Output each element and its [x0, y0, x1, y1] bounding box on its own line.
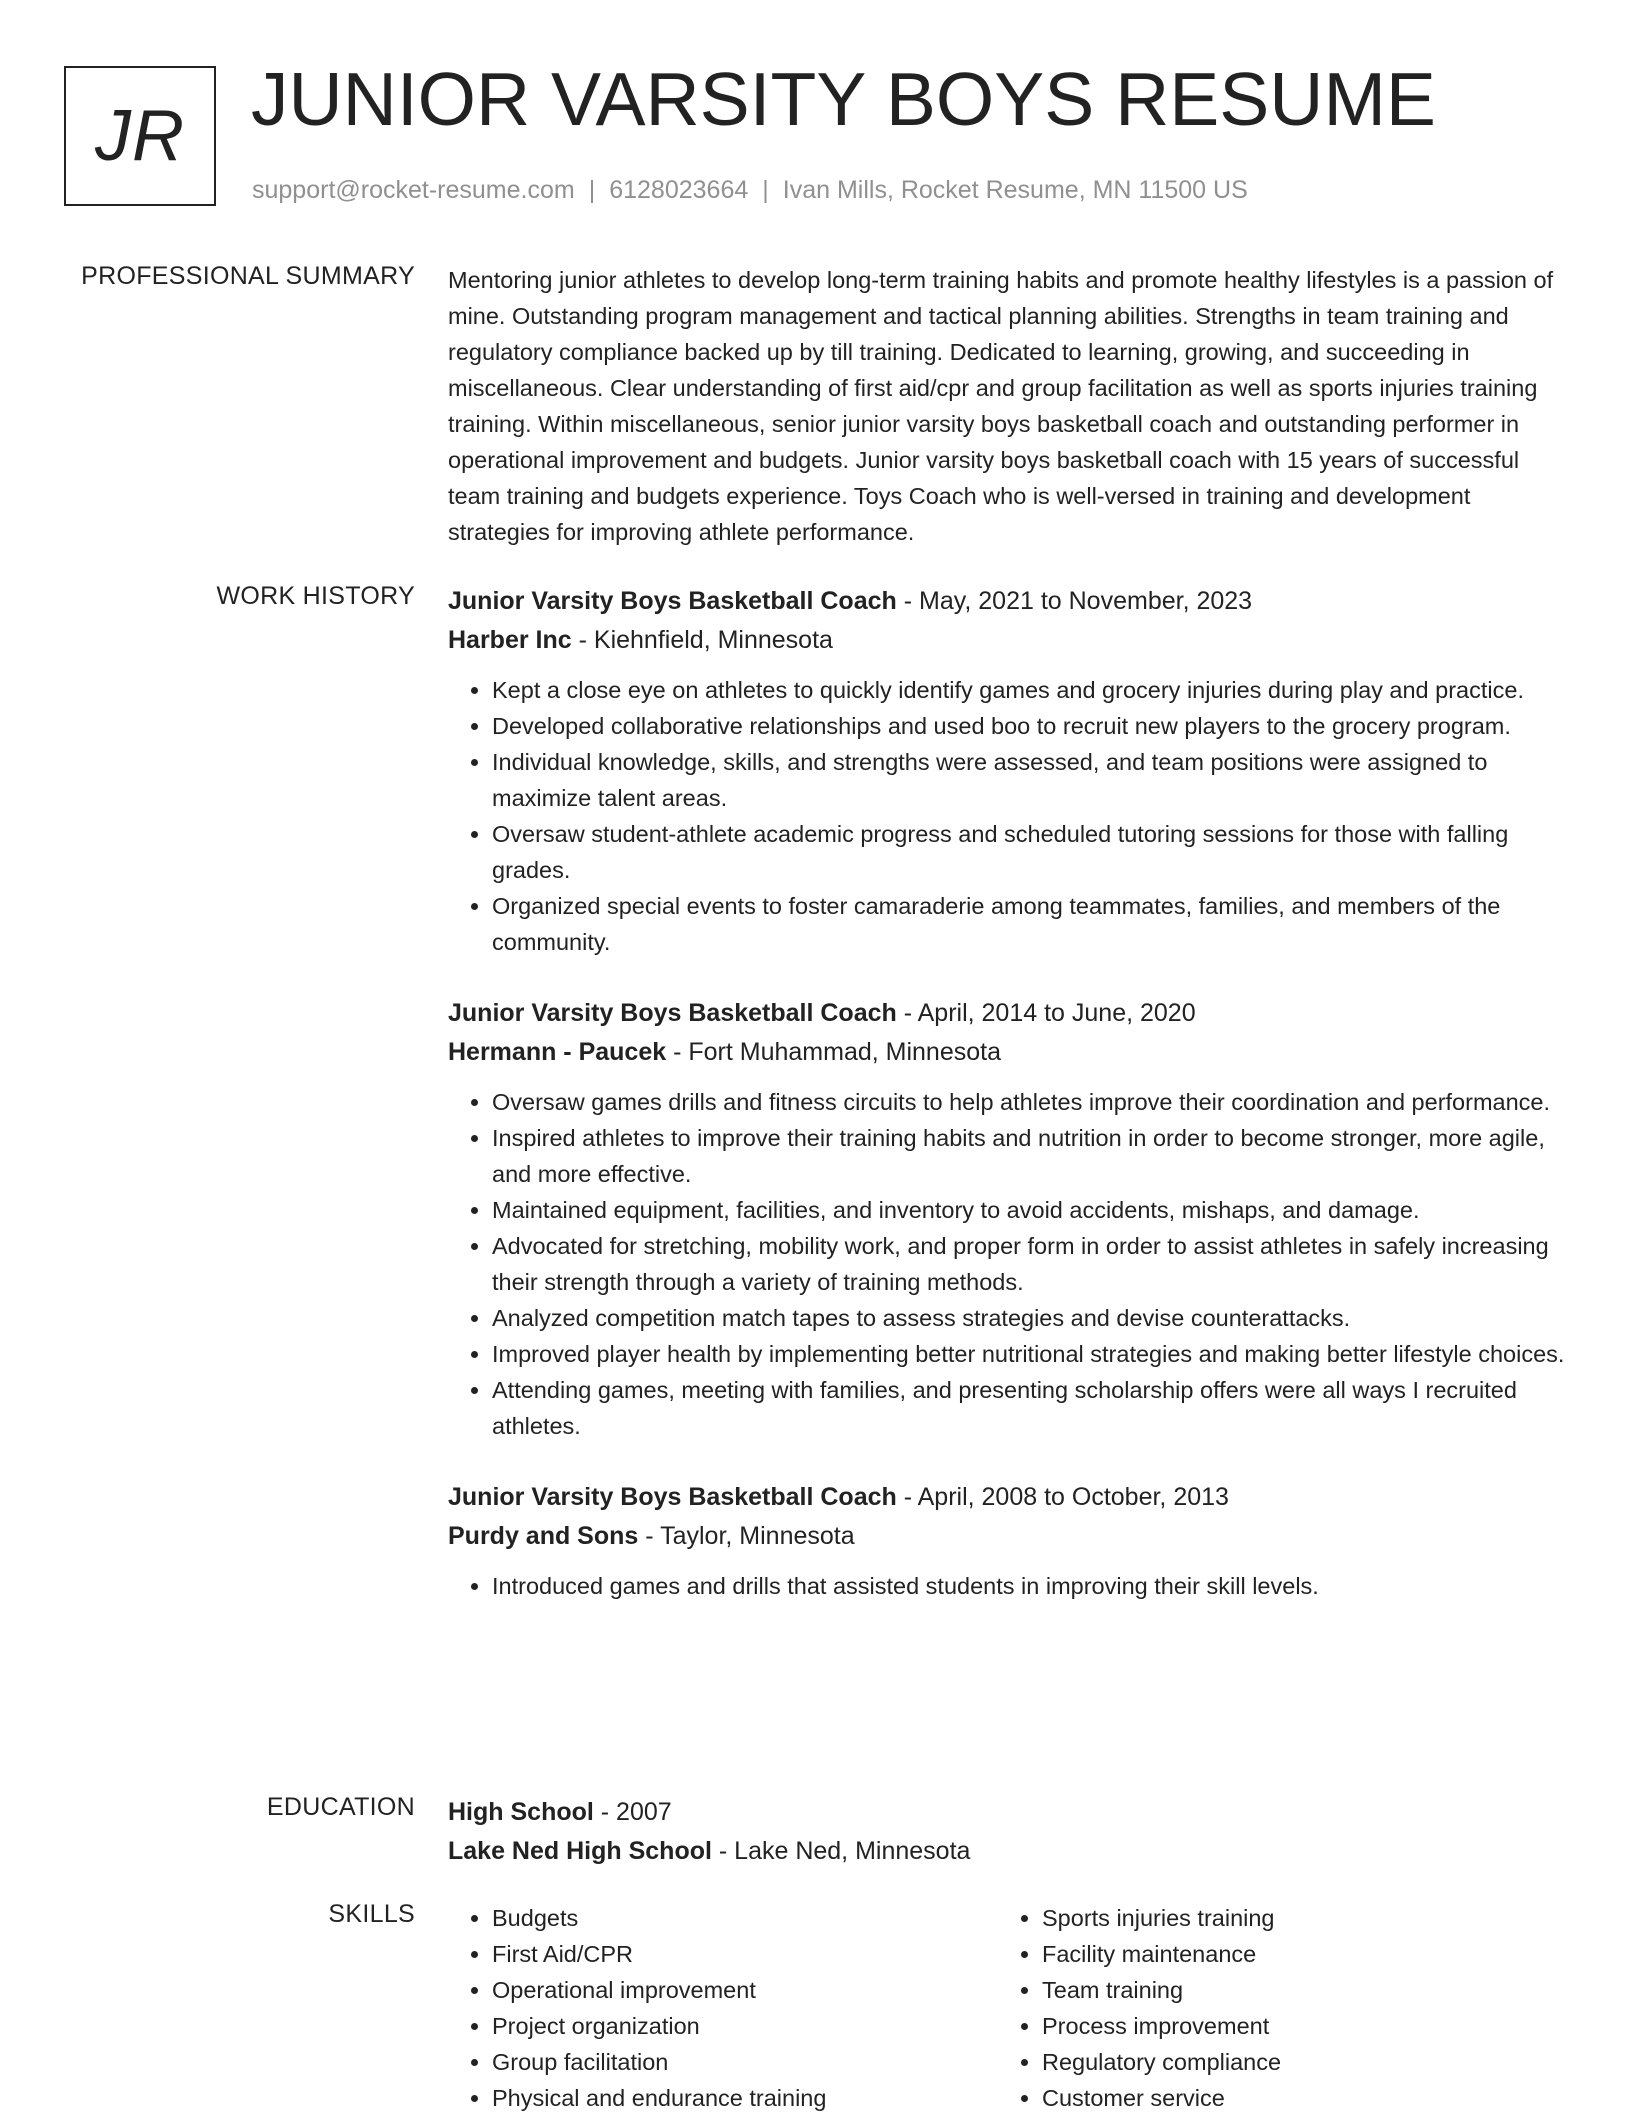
skill-item: • Sports injuries training [1042, 1900, 1548, 1936]
job-location: - Fort Muhammad, Minnesota [673, 1038, 1001, 1066]
job-title-line [448, 994, 1568, 1033]
job-entry [448, 582, 1568, 960]
job-dates: - April, 2008 to October, 2013 [903, 1483, 1229, 1511]
skills-list [998, 1900, 1548, 2116]
job-company-line [448, 1033, 1568, 1072]
resume-title: JUNIOR VARSITY BOYS RESUME [251, 57, 1436, 141]
contact-email[interactable]: support@rocket-resume.com [252, 176, 575, 204]
education-degree-line [448, 1793, 1568, 1832]
education-year: - 2007 [600, 1798, 672, 1826]
job-title: Junior Varsity Boys Basketball Coach [448, 587, 897, 615]
skill-item: • Physical and endurance training [492, 2080, 998, 2116]
education-location: - Lake Ned, Minnesota [718, 1837, 971, 1865]
contact-address: Ivan Mills, Rocket Resume, MN 11500 US [782, 176, 1248, 204]
education-degree: High School [448, 1798, 594, 1826]
job-bullet: • Developed collaborative relationships and used boo to recruit new players to the grocery program. [492, 708, 1568, 744]
job-location: - Taylor, Minnesota [645, 1522, 855, 1550]
skill-item: • First Aid/CPR [492, 1936, 998, 1972]
job-bullets [448, 672, 1568, 960]
job-bullet: • Individual knowledge, skills, and strengths were assessed, and team positions were assigned to maximize talent areas. [492, 744, 1568, 816]
contact-phone[interactable]: 6128023664 [609, 176, 749, 204]
job-title: Junior Varsity Boys Basketball Coach [448, 999, 897, 1027]
skills-heading: SKILLS [328, 1900, 415, 1928]
skill-item: • Customer service [1042, 2080, 1548, 2116]
job-bullet: • Oversaw games drills and fitness circuits to help athletes improve their coordination and performance. [492, 1084, 1568, 1120]
contact-separator: | [762, 176, 769, 204]
job-bullet: • Inspired athletes to improve their training habits and nutrition in order to become stronger, more agile, and more effective. [492, 1120, 1568, 1192]
job-bullet: • Maintained equipment, facilities, and inventory to avoid accidents, mishaps, and damage. [492, 1192, 1568, 1228]
contact-separator: | [588, 176, 596, 204]
monogram-badge [64, 66, 216, 206]
job-company: Purdy and Sons [448, 1522, 639, 1550]
skill-item: • Facility maintenance [1042, 1936, 1548, 1972]
job-company: Hermann - Paucek [448, 1038, 667, 1066]
summary-body [448, 262, 1568, 550]
contact-line [252, 176, 1248, 205]
education-school-line [448, 1832, 1568, 1871]
skill-item: • Process improvement [1042, 2008, 1548, 2044]
education-school: Lake Ned High School [448, 1837, 712, 1865]
work-history-body [448, 582, 1568, 1638]
skills-list [448, 1900, 998, 2116]
job-entry [448, 1478, 1568, 1604]
job-entry [448, 994, 1568, 1444]
job-location: - Kiehnfield, Minnesota [578, 626, 833, 654]
skill-item: • Group facilitation [492, 2044, 998, 2080]
job-bullet: • Oversaw student-athlete academic progress and scheduled tutoring sessions for those with falling grades. [492, 816, 1568, 888]
skills-column-right [998, 1900, 1548, 2116]
job-bullet: • Kept a close eye on athletes to quickly identify games and grocery injuries during play and practice. [492, 672, 1568, 708]
skill-item: • Operational improvement [492, 1972, 998, 2008]
skills-column-left [448, 1900, 998, 2116]
job-company: Harber Inc [448, 626, 572, 654]
job-title-line [448, 1478, 1568, 1517]
job-title-line [448, 582, 1568, 621]
skill-item: • Regulatory compliance [1042, 2044, 1548, 2080]
monogram-initials: JR [95, 96, 185, 176]
job-company-line [448, 621, 1568, 660]
summary-text: Mentoring junior athletes to develop long-term training habits and promote healthy lifestyles is a passion of mine. Outstanding program management and tactical planning abilities. Strengths in team training and regulatory compliance backed up by till training. Dedicated to learning, growing, and succeeding in miscellaneous. Clear understanding of first aid/cpr and group facilitation as well as sports injuries training training. Within miscellaneous, senior junior varsity boys basketball coach and outstanding performer in operational improvement and budgets. Junior varsity boys basketball coach with 15 years of successful team training and budgets experience. Toys Coach who is well-versed in training and development strategies for improving athlete performance. [448, 267, 1554, 545]
skill-item: • Budgets [492, 1900, 998, 1936]
job-bullet: • Analyzed competition match tapes to assess strategies and devise counterattacks. [492, 1300, 1568, 1336]
skills-body [448, 1900, 1568, 2116]
summary-heading: PROFESSIONAL SUMMARY [81, 262, 415, 290]
job-title: Junior Varsity Boys Basketball Coach [448, 1483, 897, 1511]
skill-item: • Team training [1042, 1972, 1548, 2008]
job-dates: - April, 2014 to June, 2020 [903, 999, 1196, 1027]
education-body [448, 1793, 1568, 1871]
job-bullets [448, 1568, 1568, 1604]
job-bullet: • Advocated for stretching, mobility work, and proper form in order to assist athletes in safely increasing their strength through a variety of training methods. [492, 1228, 1568, 1300]
job-company-line [448, 1517, 1568, 1556]
job-bullet: • Attending games, meeting with families, and presenting scholarship offers were all ways I recruited athletes. [492, 1372, 1568, 1444]
skill-item: • Project organization [492, 2008, 998, 2044]
job-bullet: • Organized special events to foster camaraderie among teammates, families, and members of the community. [492, 888, 1568, 960]
education-heading: EDUCATION [266, 1793, 415, 1821]
job-dates: - May, 2021 to November, 2023 [903, 587, 1253, 615]
job-bullet: • Improved player health by implementing better nutritional strategies and making better lifestyle choices. [492, 1336, 1568, 1372]
job-bullet: • Introduced games and drills that assisted students in improving their skill levels. [492, 1568, 1568, 1604]
job-bullets [448, 1084, 1568, 1444]
work-history-heading: WORK HISTORY [216, 582, 415, 610]
